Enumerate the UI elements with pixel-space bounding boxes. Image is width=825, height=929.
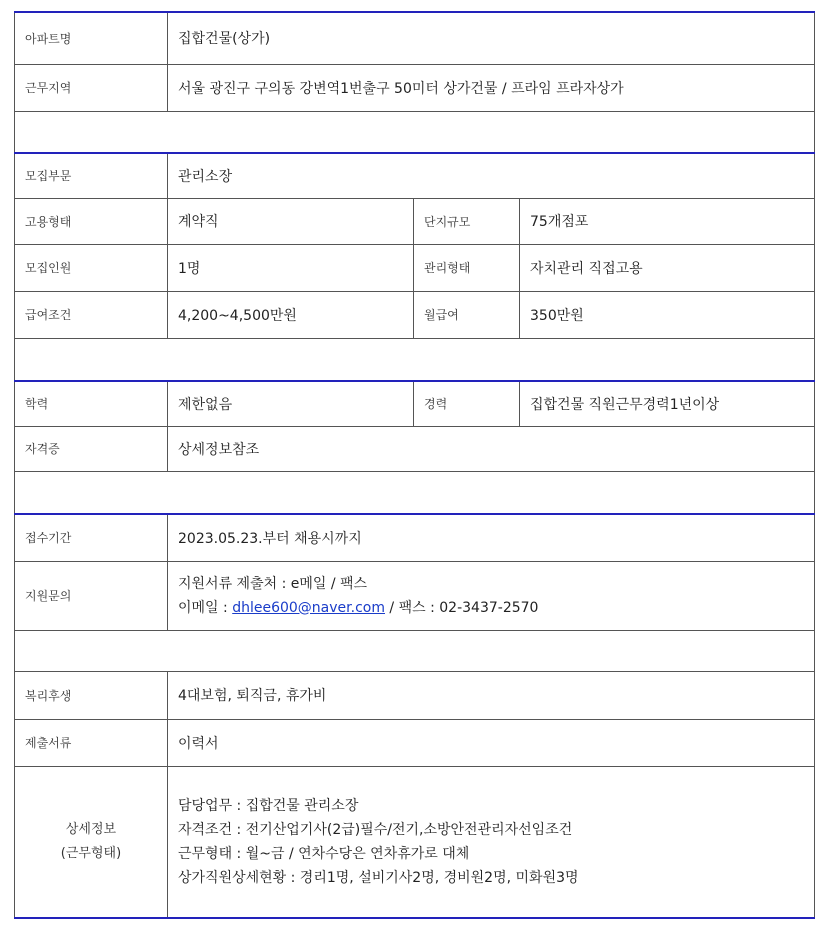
details-label-line2: (근무형태) — [60, 845, 122, 861]
email-prefix: 이메일 : — [178, 599, 233, 616]
headcount-label: 모집인원 — [15, 244, 168, 291]
row-salary — [15, 291, 815, 338]
row-dept — [15, 153, 815, 198]
details-label — [15, 766, 168, 918]
management-type-value: 자치관리 직접고용 — [520, 244, 815, 291]
email-link[interactable]: dhlee600@naver.com — [232, 599, 385, 616]
experience-value: 집합건물 직원근무경력1년이상 — [520, 381, 815, 426]
monthly-salary-label: 월급여 — [414, 291, 520, 338]
headcount-value: 1명 — [168, 244, 414, 291]
inquiry-contact-line — [178, 596, 804, 620]
apartment-label: 아파트명 — [15, 12, 168, 64]
inquiry-label: 지원문의 — [15, 561, 168, 630]
complex-size-label: 단지규모 — [414, 198, 520, 244]
row-documents — [15, 719, 815, 766]
row-education — [15, 381, 815, 426]
details-line: 근무형태 : 월~금 / 연차수당은 연차휴가로 대체 — [178, 845, 470, 862]
spacer-row — [15, 111, 815, 153]
row-apartment — [15, 12, 815, 64]
fax-text: / 팩스 : 02-3437-2570 — [384, 599, 539, 616]
job-posting-table — [14, 11, 815, 919]
details-line: 자격조건 : 전기산업기사(2급)필수/전기,소방안전관리자선임조건 — [178, 821, 573, 838]
apartment-value: 집합건물(상가) — [168, 12, 815, 64]
row-period — [15, 514, 815, 561]
monthly-salary-value: 350만원 — [520, 291, 815, 338]
dept-label: 모집부문 — [15, 153, 168, 198]
row-headcount — [15, 244, 815, 291]
spacer-row — [15, 338, 815, 381]
period-label: 접수기간 — [15, 514, 168, 561]
details-value — [168, 766, 815, 918]
details-line: 상가직원상세현황 : 경리1명, 설비기사2명, 경비원2명, 미화원3명 — [178, 869, 579, 886]
inquiry-value — [168, 561, 815, 630]
row-location — [15, 64, 815, 111]
inquiry-submit-line: 지원서류 제출처 : e메일 / 팩스 — [178, 575, 368, 592]
row-inquiry — [15, 561, 815, 630]
license-label: 자격증 — [15, 426, 168, 471]
row-license — [15, 426, 815, 471]
management-type-label: 관리형태 — [414, 244, 520, 291]
row-details — [15, 766, 815, 918]
employment-value: 계약직 — [168, 198, 414, 244]
spacer-row — [15, 471, 815, 514]
education-value: 제한없음 — [168, 381, 414, 426]
period-value: 2023.05.23.부터 채용시까지 — [168, 514, 815, 561]
employment-label: 고용형태 — [15, 198, 168, 244]
location-value: 서울 광진구 구의동 강변역1번출구 50미터 상가건물 / 프라임 프라자상가 — [168, 64, 815, 111]
license-value: 상세정보참조 — [168, 426, 815, 471]
welfare-label: 복리후생 — [15, 671, 168, 719]
row-welfare — [15, 671, 815, 719]
row-employment — [15, 198, 815, 244]
dept-value: 관리소장 — [168, 153, 815, 198]
salary-value: 4,200~4,500만원 — [168, 291, 414, 338]
spacer-row — [15, 630, 815, 671]
salary-label: 급여조건 — [15, 291, 168, 338]
details-label-line1: 상세정보 — [65, 821, 117, 837]
documents-value: 이력서 — [168, 719, 815, 766]
welfare-value: 4대보험, 퇴직금, 휴가비 — [168, 671, 815, 719]
complex-size-value: 75개점포 — [520, 198, 815, 244]
experience-label: 경력 — [414, 381, 520, 426]
location-label: 근무지역 — [15, 64, 168, 111]
documents-label: 제출서류 — [15, 719, 168, 766]
education-label: 학력 — [15, 381, 168, 426]
details-line: 담당업무 : 집합건물 관리소장 — [178, 797, 359, 814]
